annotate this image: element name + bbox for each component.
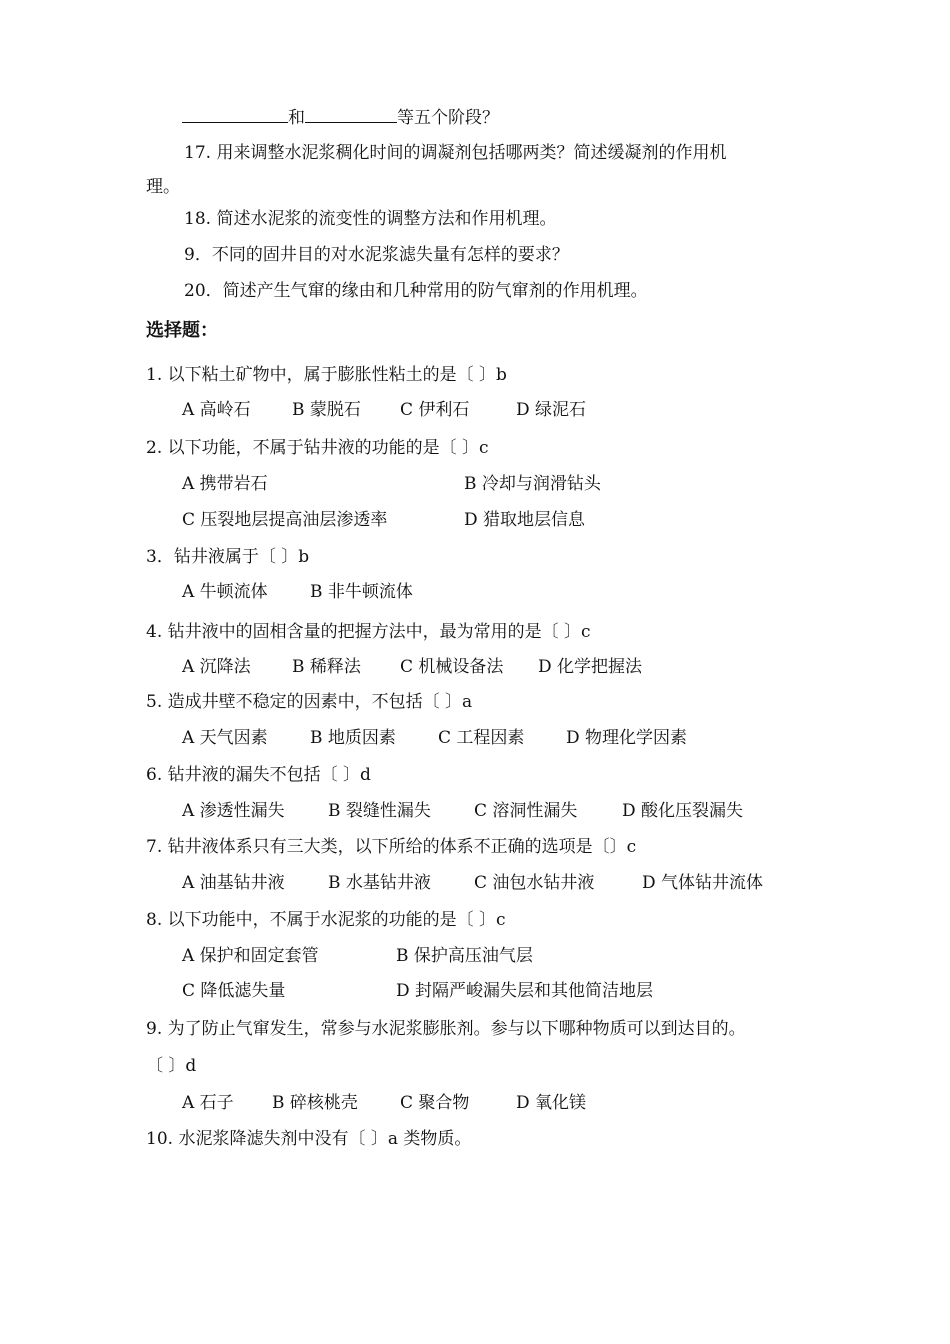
mc-8-options-row1 bbox=[0, 945, 950, 967]
mc-9-options bbox=[0, 1092, 950, 1114]
mc-1-stem: 1. 以下粘土矿物中，属于膨胀性粘土的是〔 〕b bbox=[146, 365, 507, 385]
option-a: A 携带岩石 bbox=[182, 474, 268, 494]
option-d: D 酸化压裂漏失 bbox=[622, 801, 744, 821]
option-c: C 降低滤失量 bbox=[182, 981, 286, 1001]
mc-8-options-row2 bbox=[0, 980, 950, 1002]
mc-3-options bbox=[0, 581, 950, 603]
option-d: D 猎取地层信息 bbox=[464, 510, 586, 530]
question-19: 9．不同的固井目的对水泥浆滤失量有怎样的要求？ bbox=[184, 245, 569, 265]
mc-7-options bbox=[0, 872, 950, 894]
option-d: D 封隔严峻漏失层和其他简洁地层 bbox=[396, 981, 654, 1001]
option-a: A 石子 bbox=[182, 1093, 234, 1113]
option-b: B 碎核桃壳 bbox=[272, 1093, 358, 1113]
mc-2-options-row1 bbox=[0, 473, 950, 495]
mc-4-stem: 4. 钻井液中的固相含量的把握方法中，最为常用的是〔 〕c bbox=[146, 622, 591, 642]
option-c: C 机械设备法 bbox=[400, 657, 504, 677]
option-c: C 压裂地层提高油层渗透率 bbox=[182, 510, 388, 530]
fill-end: 等五个阶段？ bbox=[397, 108, 499, 128]
option-c: C 溶洞性漏失 bbox=[474, 801, 578, 821]
mc-7-stem: 7. 钻井液体系只有三大类，以下所给的体系不正确的选项是〔〕c bbox=[146, 837, 637, 857]
option-b: B 保护高压油气层 bbox=[396, 946, 533, 966]
section-title: 选择题： bbox=[146, 320, 218, 341]
mc-3-stem: 3．钻井液属于〔 〕b bbox=[146, 547, 310, 567]
option-b: B 非牛顿流体 bbox=[310, 582, 413, 602]
mc-2-stem: 2. 以下功能，不属于钻井液的功能的是〔 〕c bbox=[146, 438, 489, 458]
option-a: A 天气因素 bbox=[182, 728, 268, 748]
option-d: D 气体钻井流体 bbox=[642, 873, 764, 893]
option-a: A 渗透性漏失 bbox=[182, 801, 285, 821]
option-d: D 物理化学因素 bbox=[566, 728, 688, 748]
fill-blank-line bbox=[182, 106, 499, 129]
option-b: B 冷却与润滑钻头 bbox=[464, 474, 601, 494]
question-18: 18. 简述水泥浆的流变性的调整方法和作用机理。 bbox=[184, 209, 557, 229]
question-17-line2: 理。 bbox=[146, 177, 180, 197]
option-b: B 裂缝性漏失 bbox=[328, 801, 431, 821]
mc-10-stem: 10. 水泥浆降滤失剂中没有〔 〕a 类物质。 bbox=[146, 1129, 472, 1149]
mc-6-options bbox=[0, 800, 950, 822]
option-b: B 水基钻井液 bbox=[328, 873, 431, 893]
question-17-line1: 17. 用来调整水泥浆稠化时间的调凝剂包括哪两类？简述缓凝剂的作用机 bbox=[184, 143, 727, 163]
option-c: C 油包水钻井液 bbox=[474, 873, 595, 893]
mc-8-stem: 8. 以下功能中，不属于水泥浆的功能的是〔 〕c bbox=[146, 910, 506, 930]
blank-2 bbox=[305, 106, 397, 123]
mc-9-stem-line2: 〔 〕d bbox=[146, 1056, 197, 1076]
blank-1 bbox=[182, 106, 288, 123]
option-c: C 工程因素 bbox=[438, 728, 525, 748]
question-20: 20．简述产生气窜的缘由和几种常用的防气窜剂的作用机理。 bbox=[184, 281, 648, 301]
fill-conj: 和 bbox=[288, 108, 305, 128]
mc-5-options bbox=[0, 727, 950, 749]
mc-2-options-row2 bbox=[0, 509, 950, 531]
option-c: C 聚合物 bbox=[400, 1093, 470, 1113]
mc-5-stem: 5. 造成井壁不稳定的因素中，不包括〔 〕a bbox=[146, 692, 473, 712]
option-d: D 绿泥石 bbox=[516, 400, 587, 420]
option-d: D 化学把握法 bbox=[538, 657, 643, 677]
option-a: A 牛顿流体 bbox=[182, 582, 268, 602]
mc-6-stem: 6. 钻井液的漏失不包括〔 〕d bbox=[146, 765, 371, 785]
option-b: B 蒙脱石 bbox=[292, 400, 361, 420]
option-a: A 油基钻井液 bbox=[182, 873, 285, 893]
option-b: B 稀释法 bbox=[292, 657, 361, 677]
option-a: A 保护和固定套管 bbox=[182, 946, 319, 966]
option-a: A 沉降法 bbox=[182, 657, 251, 677]
option-d: D 氧化镁 bbox=[516, 1093, 587, 1113]
mc-9-stem: 9. 为了防止气窜发生，常参与水泥浆膨胀剂。参与以下哪种物质可以到达目的。 bbox=[146, 1019, 746, 1039]
option-a: A 高岭石 bbox=[182, 400, 251, 420]
mc-1-options bbox=[0, 399, 950, 421]
mc-4-options bbox=[0, 656, 950, 678]
option-b: B 地质因素 bbox=[310, 728, 396, 748]
option-c: C 伊利石 bbox=[400, 400, 470, 420]
